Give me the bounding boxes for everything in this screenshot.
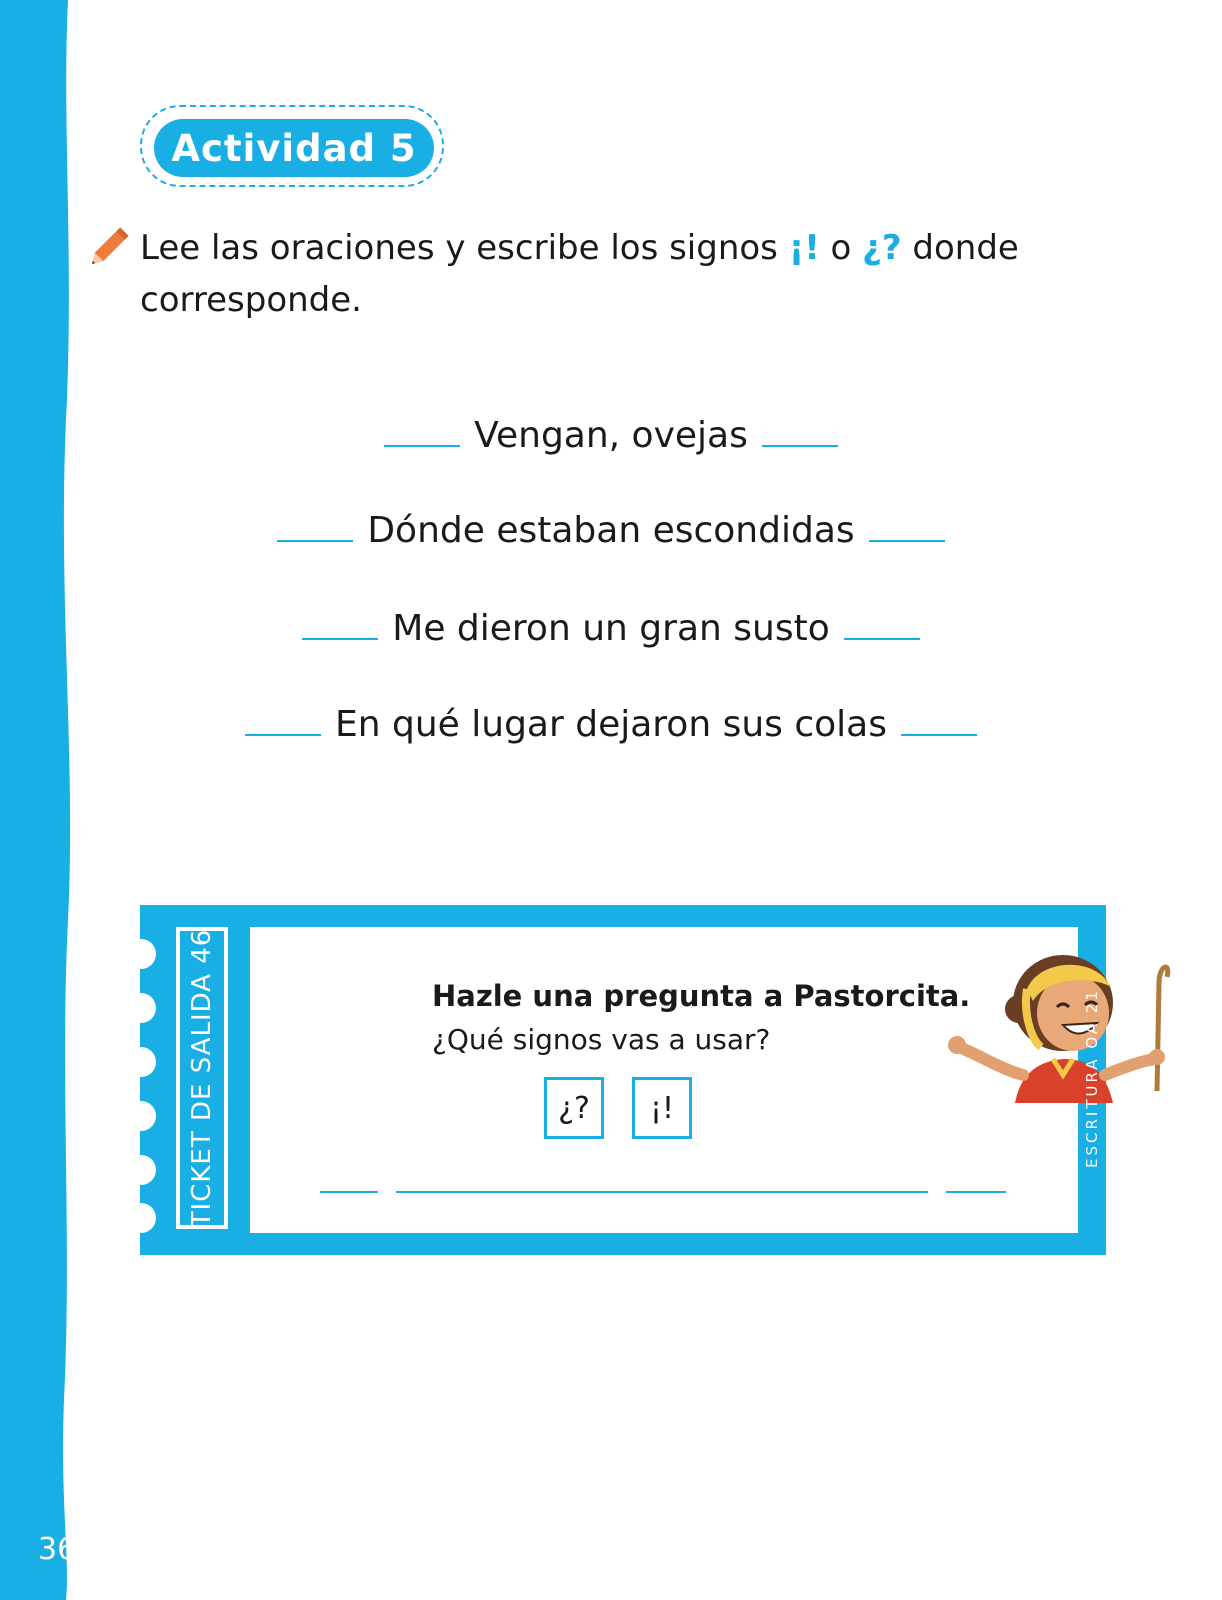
ticket-notch [126,1203,156,1233]
exclamation-sign-box: ¡! [632,1077,692,1139]
sentence-row [0,415,1222,456]
shepherd-girl-illustration [945,943,1175,1103]
ticket-side-label: TICKET DE SALIDA 46 [187,928,217,1228]
sentence-row [0,510,1222,551]
instruction-before: Lee las oraciones y escribe los signos [140,228,789,268]
ticket-prompt: Hazle una pregunta a Pastorcita. [432,979,971,1013]
ticket-body [250,927,1078,1233]
sign-exclamation: ¡! [788,228,820,268]
answer-blank[interactable] [384,445,460,447]
instruction-after: donde corresponde. [140,228,1019,320]
answer-blank[interactable] [844,638,920,640]
answer-line-main[interactable] [396,1191,928,1193]
sign-question: ¿? [862,228,902,268]
answer-blank[interactable] [302,638,378,640]
ticket-notch [126,1101,156,1131]
answer-blank[interactable] [245,734,321,736]
sentence-row [0,608,1222,649]
sentence-row [0,704,1222,745]
instruction-text [140,222,1040,326]
activity-badge [138,103,450,193]
side-color-band [0,0,100,1600]
sentence-text: Me dieron un gran susto [392,608,830,649]
pencil-icon [88,222,134,268]
ticket-notch [126,1155,156,1185]
activity-title: Actividad 5 [171,127,417,170]
instruction-middle: o [819,228,863,268]
question-sign-box: ¿? [544,1077,604,1139]
ticket-right-label: ESCRITURA OA 21 [1083,988,1101,1168]
ticket-notch [126,1047,156,1077]
ticket-notch [126,993,156,1023]
answer-line-end[interactable] [946,1191,1006,1193]
sentence-text: En qué lugar dejaron sus colas [334,704,887,745]
answer-blank[interactable] [901,734,977,736]
answer-blank[interactable] [869,540,945,542]
ticket-question: ¿Qué signos vas a usar? [432,1023,771,1056]
page-number: 36 [38,1532,77,1567]
answer-blank[interactable] [277,540,353,542]
answer-blank[interactable] [762,445,838,447]
sentence-text: Vengan, ovejas [474,415,748,456]
exit-ticket [140,905,1106,1255]
ticket-notch [126,939,156,969]
answer-line-start[interactable] [320,1191,378,1193]
sentence-text: Dónde estaban escondidas [367,510,855,551]
